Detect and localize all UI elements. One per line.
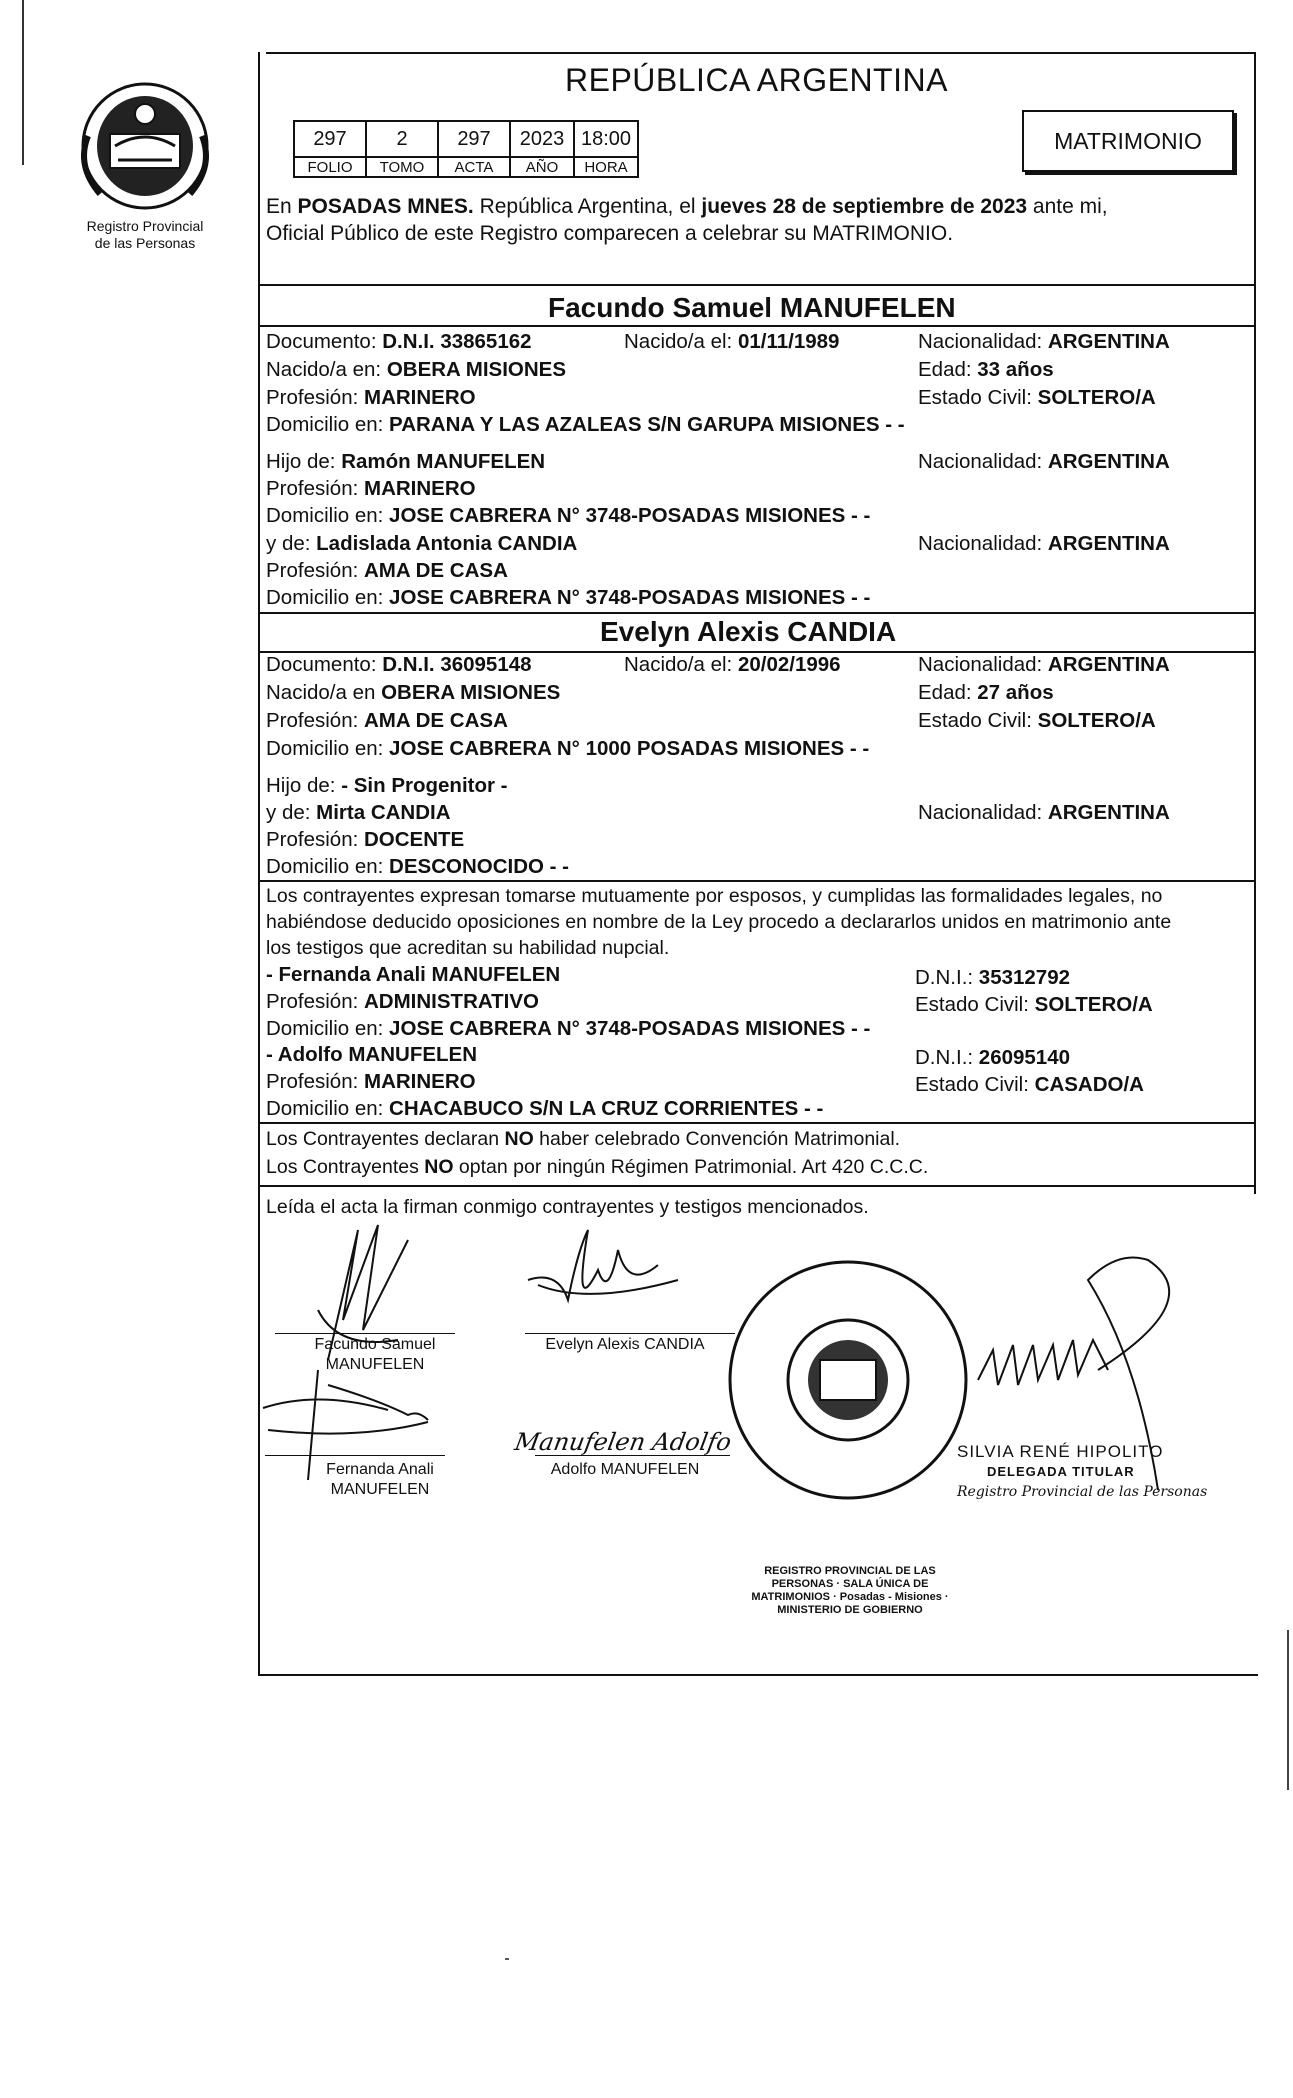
tomo-caption: TOMO: [366, 157, 438, 177]
declaration-line-3: los testigos que acreditan su habilidad nupcial.: [266, 937, 670, 959]
registry-table: [293, 120, 639, 178]
bride-mother-prof: DOCENTE: [364, 828, 465, 851]
bride-place-label: Nacido/a en: [266, 681, 382, 704]
groom-father-addr-label: Domicilio en:: [266, 504, 390, 527]
groom-mother-label: y de:: [266, 532, 317, 555]
witness1-signature-caption: [295, 1460, 465, 1500]
groom-mother: Ladislada Antonia CANDIA: [316, 532, 578, 555]
patrimonial-2b: NO: [424, 1156, 454, 1178]
bride-mother-addr: DESCONOCIDO - -: [389, 855, 569, 878]
official-stamp-icon: [730, 1262, 966, 1498]
patrimonial-line-1: [266, 1127, 900, 1151]
bride-age-label: Edad:: [918, 681, 978, 704]
officer-role: DELEGADA TITULAR: [987, 1464, 1135, 1479]
witness1-civil-label: Estado Civil:: [915, 993, 1035, 1016]
witness1-prof: ADMINISTRATIVO: [364, 990, 540, 1013]
provincial-seal-logo: [70, 76, 220, 266]
groom-signature-line: [275, 1333, 455, 1334]
groom-father-label: Hijo de:: [266, 450, 342, 473]
witness1-addr: JOSE CABRERA N° 3748-POSADAS MISIONES - -: [389, 1017, 871, 1040]
groom-name: Facundo Samuel MANUFELEN: [548, 292, 956, 323]
bride-addr-label: Domicilio en:: [266, 737, 390, 760]
declaration-line-1: Los contrayentes expresan tomarse mutuamente por esposos, y cumplidas las formalidades legales, no: [266, 885, 1163, 907]
witness1-name: - Fernanda Anali MANUFELEN: [266, 963, 561, 986]
groom-place: OBERA MISIONES: [386, 358, 567, 381]
bride-nat-label: Nacionalidad:: [918, 653, 1048, 676]
groom-mother-prof-label: Profesión:: [266, 559, 364, 582]
year-caption: AÑO: [510, 157, 574, 177]
witness1-dni-label: D.N.I.:: [915, 966, 979, 989]
groom-mother-prof: AMA DE CASA: [364, 559, 508, 582]
intro-line-1: [266, 195, 1108, 219]
bride-mother-addr-label: Domicilio en:: [266, 855, 390, 878]
groom-age: 33 años: [977, 358, 1054, 381]
groom-addr-label: Domicilio en:: [266, 413, 390, 436]
patrimonial-1c: haber celebrado Convención Matrimonial.: [533, 1128, 901, 1150]
divider-groom-top: [258, 284, 1256, 286]
tomo-value: 2: [366, 121, 438, 157]
margin-line: [22, 0, 24, 165]
witness2-dni-label: D.N.I.:: [915, 1046, 979, 1069]
groom-father-addr: JOSE CABRERA N° 3748-POSADAS MISIONES - -: [389, 504, 871, 527]
groom-father-prof: MARINERO: [364, 477, 476, 500]
patrimonial-2a: Los Contrayentes: [266, 1156, 425, 1178]
officer-name: SILVIA RENÉ HIPOLITO: [957, 1442, 1164, 1461]
witness1-caption-l2: MANUFELEN: [330, 1481, 430, 1498]
groom-age-label: Edad:: [918, 358, 978, 381]
stamp-text: REGISTRO PROVINCIAL DE LAS PERSONAS · SALA ÚNICA DE MATRIMONIOS · Posadas - Misiones · MINISTERIO DE GOBIERNO: [751, 1565, 949, 1616]
witness2-civil-label: Estado Civil:: [915, 1073, 1035, 1096]
scan-speck: [505, 1958, 509, 1960]
bride-mother-label: y de:: [266, 801, 317, 824]
bride-civil-label: Estado Civil:: [918, 709, 1038, 732]
hour-value: 18:00: [574, 121, 638, 157]
groom-mother-addr-label: Domicilio en:: [266, 586, 390, 609]
groom-civil-label: Estado Civil:: [918, 386, 1038, 409]
bride-name: Evelyn Alexis CANDIA: [600, 616, 897, 647]
witness2-addr: CHACABUCO S/N LA CRUZ CORRIENTES - -: [389, 1097, 824, 1120]
groom-mother-nat-label: Nacionalidad:: [918, 532, 1048, 555]
witness1-prof-label: Profesión:: [266, 990, 364, 1013]
divider-declaration: [258, 880, 1256, 882]
act-type-box: MATRIMONIO: [1022, 110, 1234, 172]
document-title: REPÚBLICA ARGENTINA: [565, 62, 948, 98]
witness2-name: - Adolfo MANUFELEN: [266, 1043, 478, 1066]
patrimonial-1b: NO: [504, 1128, 534, 1150]
witness1-dni: 35312792: [978, 966, 1071, 989]
closing-statement: Leída el acta la firman conmigo contrayentes y testigos mencionados.: [266, 1196, 869, 1218]
divider-groom-name: [258, 325, 1256, 327]
frame-right-border: [1254, 52, 1256, 1194]
acta-value: 297: [438, 121, 510, 157]
bride-father-label: Hijo de:: [266, 774, 342, 797]
bride-signature-caption: Evelyn Alexis CANDIA: [545, 1336, 705, 1353]
intro-place: POSADAS MNES.: [297, 195, 474, 218]
witness1-signature-line: [265, 1455, 445, 1456]
bride-father: - Sin Progenitor -: [341, 774, 508, 797]
seal-caption-line1: Registro Provincial: [86, 218, 204, 234]
hour-caption: HORA: [574, 157, 638, 177]
witness1-civil: SOLTERO/A: [1034, 993, 1153, 1016]
patrimonial-line-2: [266, 1155, 928, 1179]
patrimonial-1a: Los Contrayentes declaran: [266, 1128, 505, 1150]
seal-emblem-icon: [70, 76, 220, 216]
groom-addr: PARANA Y LAS AZALEAS S/N GARUPA MISIONES - -: [389, 413, 905, 436]
bride-signature-line: [525, 1333, 735, 1334]
groom-nat-label: Nacionalidad:: [918, 330, 1048, 353]
bride-mother-nat-label: Nacionalidad:: [918, 801, 1048, 824]
groom-father-nat: ARGENTINA: [1047, 450, 1170, 473]
groom-nat: ARGENTINA: [1047, 330, 1170, 353]
witness2-prof: MARINERO: [364, 1070, 476, 1093]
witness2-signature-caption: Adolfo MANUFELEN: [550, 1461, 700, 1478]
bride-age: 27 años: [977, 681, 1054, 704]
seal-caption-line2: de las Personas: [94, 235, 196, 251]
witness2-civil: CASADO/A: [1034, 1073, 1144, 1096]
groom-born: 01/11/1989: [737, 330, 840, 353]
groom-father-prof-label: Profesión:: [266, 477, 364, 500]
intro-date: jueves 28 de septiembre de 2023: [701, 195, 1028, 218]
bride-prof: AMA DE CASA: [364, 709, 508, 732]
groom-father: Ramón MANUFELEN: [341, 450, 546, 473]
folio-caption: FOLIO: [294, 157, 366, 177]
witness2-dni: 26095140: [978, 1046, 1071, 1069]
scan-edge-mark: [1287, 1630, 1289, 1790]
intro-suffix: ante mi,: [1027, 195, 1108, 218]
groom-doc: D.N.I. 33865162: [382, 330, 532, 353]
groom-signature-caption: [290, 1335, 460, 1375]
bride-civil: SOLTERO/A: [1037, 709, 1156, 732]
patrimonial-2c: optan por ningún Régimen Patrimonial. Art 420 C.C.C.: [453, 1156, 929, 1178]
folio-value: 297: [294, 121, 366, 157]
groom-prof: MARINERO: [364, 386, 476, 409]
intro-mid: República Argentina, el: [473, 195, 702, 218]
groom-civil: SOLTERO/A: [1037, 386, 1156, 409]
divider-closing: [258, 1185, 1256, 1187]
groom-born-label: Nacido/a el:: [624, 330, 738, 353]
frame-top-border: [266, 52, 1256, 54]
groom-caption-l2: MANUFELEN: [325, 1356, 425, 1373]
bride-born: 20/02/1996: [737, 653, 841, 676]
groom-prof-label: Profesión:: [266, 386, 364, 409]
bride-nat: ARGENTINA: [1047, 653, 1170, 676]
witness2-addr-label: Domicilio en:: [266, 1097, 390, 1120]
bride-mother-prof-label: Profesión:: [266, 828, 364, 851]
officer-org: Registro Provincial de las Personas: [957, 1484, 1208, 1500]
acta-caption: ACTA: [438, 157, 510, 177]
bride-addr: JOSE CABRERA N° 1000 POSADAS MISIONES - -: [389, 737, 870, 760]
groom-caption-l1: Facundo Samuel: [314, 1336, 436, 1353]
bride-signature-icon: [528, 1230, 678, 1300]
groom-doc-label: Documento:: [266, 330, 383, 353]
groom-place-label: Nacido/a en:: [266, 358, 387, 381]
witness1-caption-l1: Fernanda Anali: [326, 1461, 434, 1478]
bride-mother-nat: ARGENTINA: [1047, 801, 1170, 824]
witness1-addr-label: Domicilio en:: [266, 1017, 390, 1040]
witness2-prof-label: Profesión:: [266, 1070, 364, 1093]
officer-block: [957, 1442, 1207, 1502]
declaration-line-2: habiéndose deducido oposiciones en nombre de la Ley procedo a declararlos unidos en matrimonio ante: [266, 911, 1172, 933]
divider-bride-top: [258, 612, 1256, 614]
groom-mother-addr: JOSE CABRERA N° 3748-POSADAS MISIONES - -: [389, 586, 871, 609]
bride-doc: D.N.I. 36095148: [382, 653, 532, 676]
groom-mother-nat: ARGENTINA: [1047, 532, 1170, 555]
groom-father-nat-label: Nacionalidad:: [918, 450, 1048, 473]
bride-place: OBERA MISIONES: [381, 681, 561, 704]
year-value: 2023: [510, 121, 574, 157]
witness2-handwritten-signature: Manufelen Adolfo: [512, 1428, 734, 1456]
bride-doc-label: Documento:: [266, 653, 383, 676]
bride-born-label: Nacido/a el:: [624, 653, 738, 676]
bride-prof-label: Profesión:: [266, 709, 364, 732]
witness2-signature-line: [535, 1455, 730, 1456]
bride-mother: Mirta CANDIA: [316, 801, 451, 824]
intro-line-2: Oficial Público de este Registro comparecen a celebrar su MATRIMONIO.: [266, 222, 954, 245]
intro-prefix: En: [266, 195, 298, 218]
divider-patrimonial: [258, 1122, 1256, 1124]
